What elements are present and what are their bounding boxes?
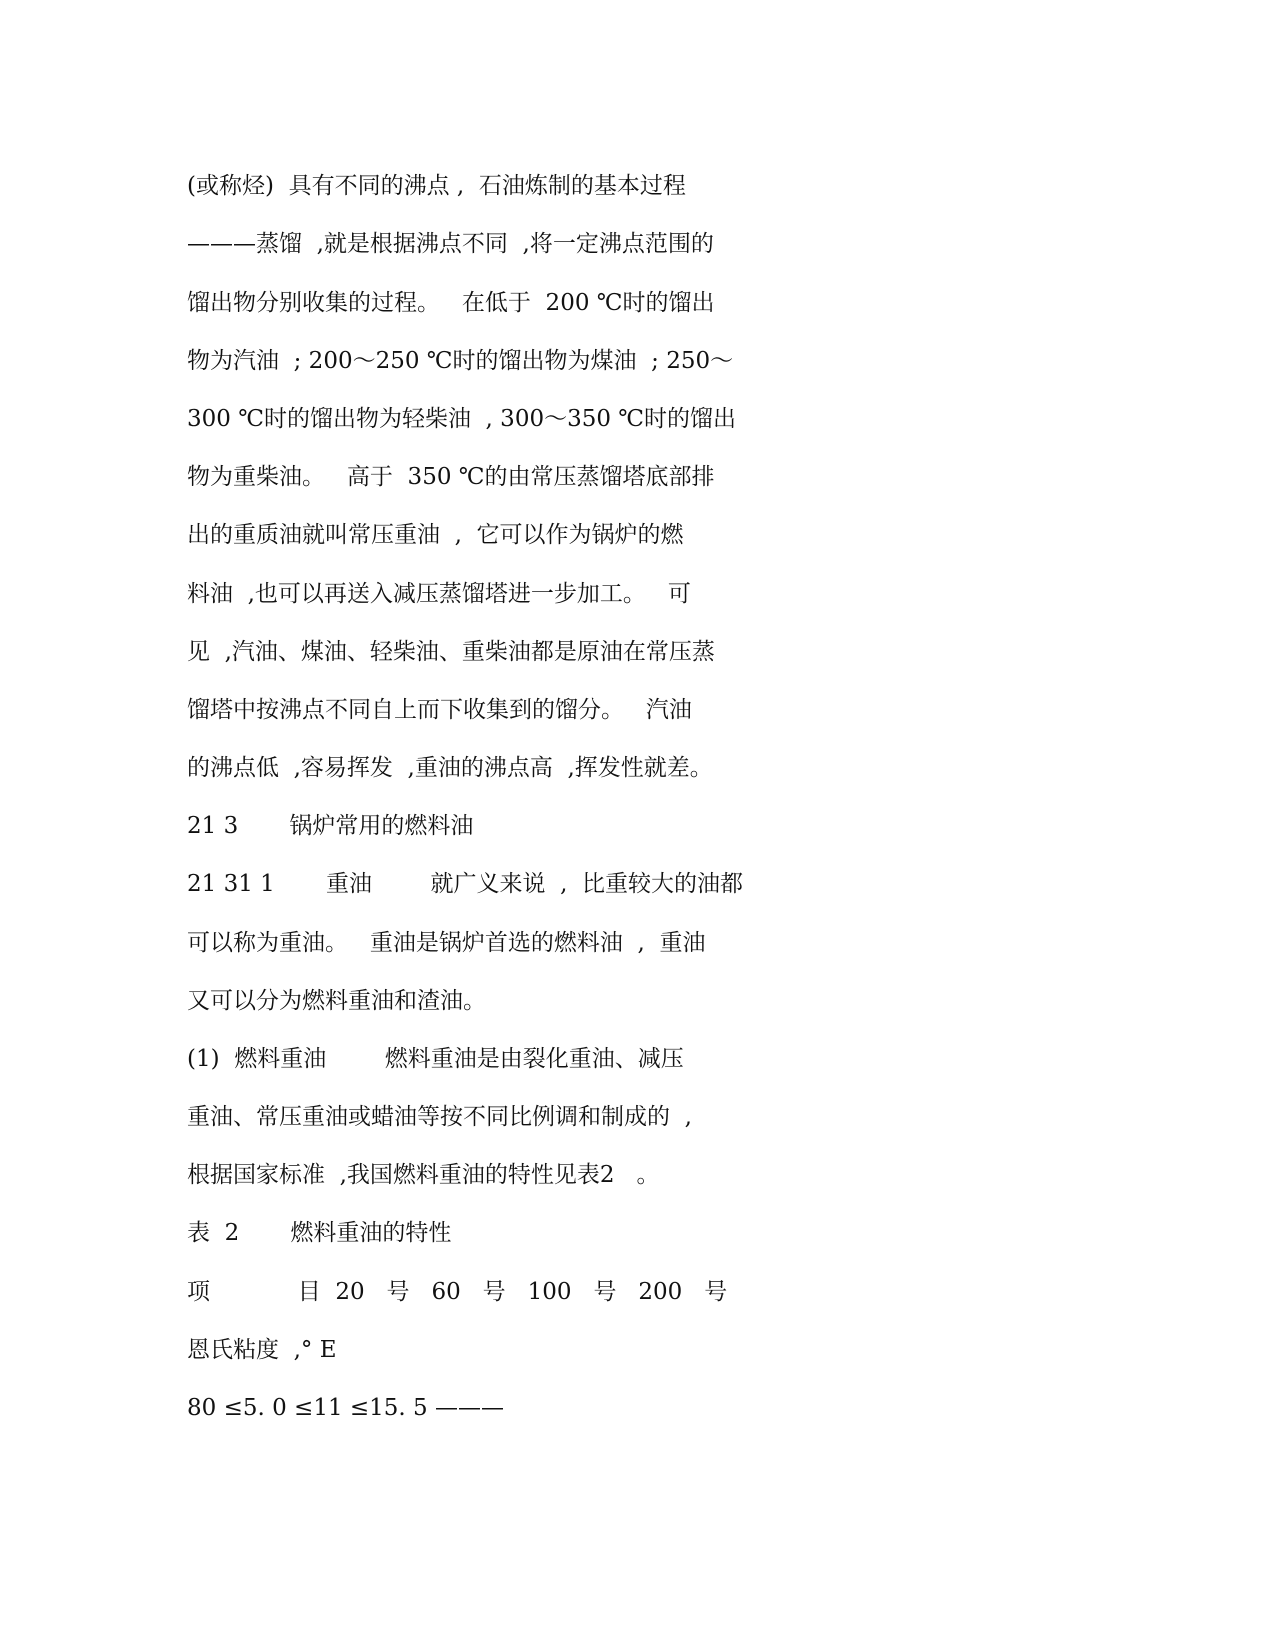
text-line-16: (1) 燃料重油 燃料重油是由裂化重油、减压: [187, 1046, 684, 1072]
text-line-18: 根据国家标准 ,我国燃料重油的特性见表2 。: [187, 1162, 660, 1188]
text-line-6: 物为重柴油。 高于 350 ℃的由常压蒸馏塔底部排: [187, 464, 715, 490]
text-line-11: 的沸点低 ,容易挥发 ,重油的沸点高 ,挥发性就差。: [187, 755, 713, 781]
text-line-2: ———蒸馏 ,就是根据沸点不同 ,将一定沸点范围的: [187, 231, 714, 257]
text-line-3: 馏出物分别收集的过程。 在低于 200 ℃时的馏出: [187, 290, 715, 316]
section-heading-2-1-3: 21 3 锅炉常用的燃料油: [187, 813, 474, 839]
text-line-13: 21 31 1 重油 就广义来说 , 比重较大的油都: [187, 871, 744, 897]
text-line-15: 又可以分为燃料重油和渣油。: [187, 988, 486, 1014]
text-line-14: 可以称为重油。 重油是锅炉首选的燃料油 , 重油: [187, 930, 706, 956]
table-header-row: 项 目 20 号 60 号 100 号 200 号: [187, 1279, 728, 1305]
text-line-8: 料油 ,也可以再送入减压蒸馏塔进一步加工。 可: [187, 581, 691, 607]
text-line-4: 物为汽油 ; 200～250 ℃时的馏出物为煤油 ; 250～: [187, 348, 734, 374]
text-line-7: 出的重质油就叫常压重油 , 它可以作为锅炉的燃: [187, 522, 684, 548]
text-line-5: 300 ℃时的馏出物为轻柴油 , 300～350 ℃时的馏出: [187, 406, 737, 432]
text-line-9: 见 ,汽油、煤油、轻柴油、重柴油都是原油在常压蒸: [187, 639, 715, 665]
table-row-values: 80 ≤5. 0 ≤11 ≤15. 5 ———: [187, 1395, 505, 1421]
table-caption: 表 2 燃料重油的特性: [187, 1220, 452, 1246]
text-line-10: 馏塔中按沸点不同自上而下收集到的馏分。 汽油: [187, 697, 692, 723]
text-line-1: (或称烃) 具有不同的沸点 , 石油炼制的基本过程: [187, 173, 686, 199]
table-row-label: 恩氏粘度 ,° E: [187, 1337, 337, 1363]
text-line-17: 重油、常压重油或蜡油等按不同比例调和制成的 ,: [187, 1104, 692, 1130]
